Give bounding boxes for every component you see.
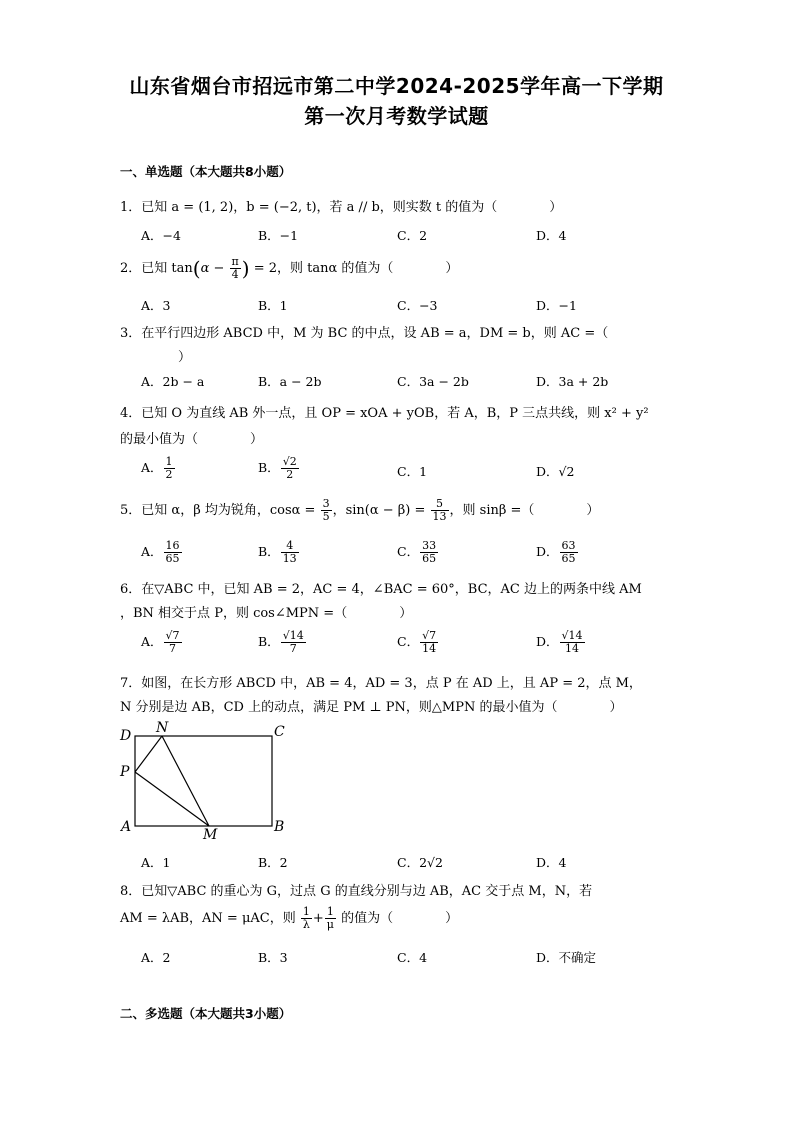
fraction-pi-over-4: $\frac{\pi}{4}$ [231, 255, 239, 281]
q3-option-b[interactable]: B．a − 2b [258, 374, 322, 389]
question-8-continued: AM = λAB，AN = μAC，则 $\frac{1}{\lambda}$ + $\frac{1}{\mu}$ 的值为（ ） [120, 905, 459, 931]
q4-option-b[interactable] [258, 456, 300, 481]
q5-option-d[interactable] [536, 540, 579, 565]
question-text: 在▽ABC 中，已知 AB = 2，AC = 4，∠BAC = 60°，BC，AC 边上的两条中线 AM [141, 582, 642, 597]
option-letter: C． [397, 544, 420, 559]
option-letter: C． [397, 634, 420, 649]
question-number: 1． [120, 200, 142, 215]
question-8 [120, 880, 592, 899]
q1-option-b[interactable]: B．−1 [258, 228, 299, 243]
fraction-16-65: $\frac{16}{65}$ [165, 539, 180, 565]
q8-option-b[interactable]: B．3 [258, 950, 288, 965]
question-number: 2． [120, 261, 142, 276]
q1-option-a[interactable]: A．−4 [141, 228, 181, 243]
q7-option-d[interactable]: D．4 [536, 855, 567, 870]
option-letter: B． [258, 544, 280, 559]
question-3 [120, 322, 608, 341]
question-text-prefix: 已知 tan [141, 261, 193, 276]
question-7-continued: N 分别是边 AB，CD 上的动点，满足 PM ⊥ PN，则△MPN 的最小值为（ ） [120, 700, 623, 715]
question-6-continued: ，BN 相交于点 P，则 cos∠MPN =（ ） [120, 606, 413, 621]
fraction-1-mu: $\frac{1}{\mu}$ [326, 905, 334, 931]
fraction-root7-14: $\frac{√7}{14}$ [422, 629, 437, 655]
question-text-cont-prefix: AM = λAB，AN = μAC，则 [120, 911, 300, 926]
q6-option-d[interactable] [536, 630, 586, 655]
option-letter: D． [536, 544, 559, 559]
q3-option-d[interactable]: D．3a + 2b [536, 374, 609, 389]
question-text: 已知 O 为直线 AB 外一点，且 OP = xOA + yOB，若 A，B，P 三点共线，则 x² + y² [141, 406, 649, 421]
q1-option-d[interactable]: D．4 [536, 228, 567, 243]
segment-pm [135, 772, 209, 826]
question-6 [120, 578, 642, 597]
q2-option-c[interactable]: C．−3 [397, 298, 438, 313]
label-c: C [274, 724, 285, 740]
alpha-symbol: α [200, 261, 210, 276]
q3-option-a[interactable]: A．2b − a [141, 374, 205, 389]
section-heading-single-choice: 一、单选题（本大题共8小题） [120, 164, 292, 179]
paren-left: ( [192, 256, 201, 281]
q3-option-c[interactable]: C．3a − 2b [397, 374, 469, 389]
q6-option-c[interactable] [397, 630, 439, 655]
q2-option-d[interactable]: D．−1 [536, 298, 577, 313]
q8-option-a[interactable]: A．2 [141, 950, 171, 965]
q7-option-a[interactable]: A．1 [141, 855, 171, 870]
question-text-suffix: ，则 sinβ =（ ） [449, 503, 600, 518]
fraction-3-5: $\frac{3}{5}$ [322, 497, 330, 523]
q5-option-b[interactable] [258, 540, 300, 565]
fraction-one-half: $\frac{1}{2}$ [165, 455, 173, 481]
rectangle-abcd [135, 736, 272, 826]
fraction-63-65: $\frac{63}{65}$ [561, 539, 576, 565]
q6-option-a[interactable] [141, 630, 183, 655]
question-number: 5． [120, 503, 142, 518]
question-5 [120, 498, 599, 523]
fraction-5-13: $\frac{5}{13}$ [432, 497, 447, 523]
q2-option-b[interactable]: B．1 [258, 298, 288, 313]
option-letter: A． [141, 634, 163, 649]
fraction-root2-over-2: $\frac{√2}{2}$ [282, 455, 297, 481]
q4-option-c[interactable]: C．1 [397, 464, 428, 479]
q2-option-a[interactable]: A．3 [141, 298, 171, 313]
q5-option-a[interactable] [141, 540, 183, 565]
label-n: N [156, 720, 169, 736]
question-text-mid: ，sin(α − β) = [332, 503, 430, 518]
question-text: 已知▽ABC 的重心为 G，过点 G 的直线分别与边 AB，AC 交于点 M，N，若 [141, 884, 593, 899]
section-heading-multi-choice: 二、多选题（本大题共3小题） [120, 1006, 292, 1021]
question-3-continued: ） [178, 350, 192, 365]
paren-right: ) [241, 256, 250, 281]
question-number: 3． [120, 326, 142, 341]
segment-nm [162, 736, 209, 826]
q5-option-c[interactable] [397, 540, 439, 565]
question-text: 如图，在长方形 ABCD 中，AB = 4，AD = 3，点 P 在 AD 上，且 AP = 2，点 M， [141, 676, 642, 691]
question-1 [120, 196, 562, 215]
question-text-cont-suffix: 的值为（ ） [336, 911, 459, 926]
q8-option-c[interactable]: C．4 [397, 950, 428, 965]
exam-title-line-2: 第一次月考数学试题 [304, 104, 489, 128]
label-a: A [121, 819, 132, 835]
rectangle-figure [118, 718, 293, 844]
q1-option-c[interactable]: C．2 [397, 228, 428, 243]
question-text-prefix: 已知 α，β 均为锐角，cosα = [141, 503, 320, 518]
q8-option-d[interactable]: D．不确定 [536, 950, 597, 965]
option-letter: A． [141, 544, 163, 559]
fraction-root14-14: $\frac{√14}{14}$ [561, 629, 583, 655]
option-letter: D． [536, 464, 559, 479]
q6-option-b[interactable] [258, 630, 307, 655]
question-number: 6． [120, 582, 142, 597]
option-letter: B． [258, 460, 280, 475]
label-m: M [203, 827, 218, 843]
sqrt-two: √2 [427, 855, 443, 870]
label-d: D [120, 728, 132, 744]
q4-option-d[interactable] [536, 462, 574, 480]
question-7 [120, 672, 642, 691]
label-p: P [120, 764, 130, 780]
question-text: 在平行四边形 ABCD 中，M 为 BC 的中点，设 AB = a，DM = b，则 AC =（ [141, 326, 609, 341]
option-letter: C．2 [397, 855, 428, 870]
fraction-33-65: $\frac{33}{65}$ [422, 539, 437, 565]
question-number: 7． [120, 676, 142, 691]
fraction-4-13: $\frac{4}{13}$ [282, 539, 297, 565]
label-b: B [274, 819, 285, 835]
question-number: 8． [120, 884, 142, 899]
fraction-1-lambda: $\frac{1}{\lambda}$ [302, 905, 310, 931]
q4-option-a[interactable] [141, 456, 176, 481]
sqrt-two: √2 [558, 464, 575, 479]
question-4-continued: 的最小值为（ ） [120, 432, 264, 447]
option-letter: D． [536, 634, 559, 649]
fraction-root7-7: $\frac{√7}{7}$ [165, 629, 180, 655]
fraction-root14-7: $\frac{√14}{7}$ [282, 629, 304, 655]
question-4 [120, 402, 649, 421]
exam-title-line-1: 山东省烟台市招远市第二中学2024-2025学年高一下学期 [129, 74, 664, 98]
segment-pn [135, 736, 162, 772]
question-text-suffix: = 2，则 tanα 的值为（ ） [249, 261, 459, 276]
option-letter: B． [258, 634, 280, 649]
question-2: 2．已知 tan(α − $\frac{\pi}{4}$ ) = 2，则 tanα 的值为（ ） [120, 255, 459, 281]
q7-option-b[interactable]: B．2 [258, 855, 288, 870]
q7-option-c[interactable] [397, 853, 443, 871]
option-letter: A． [141, 460, 163, 475]
question-number: 4． [120, 406, 142, 421]
question-text: 已知 a = (1, 2)，b = (−2, t)，若 a // b，则实数 t 的值为（ ） [141, 200, 563, 215]
